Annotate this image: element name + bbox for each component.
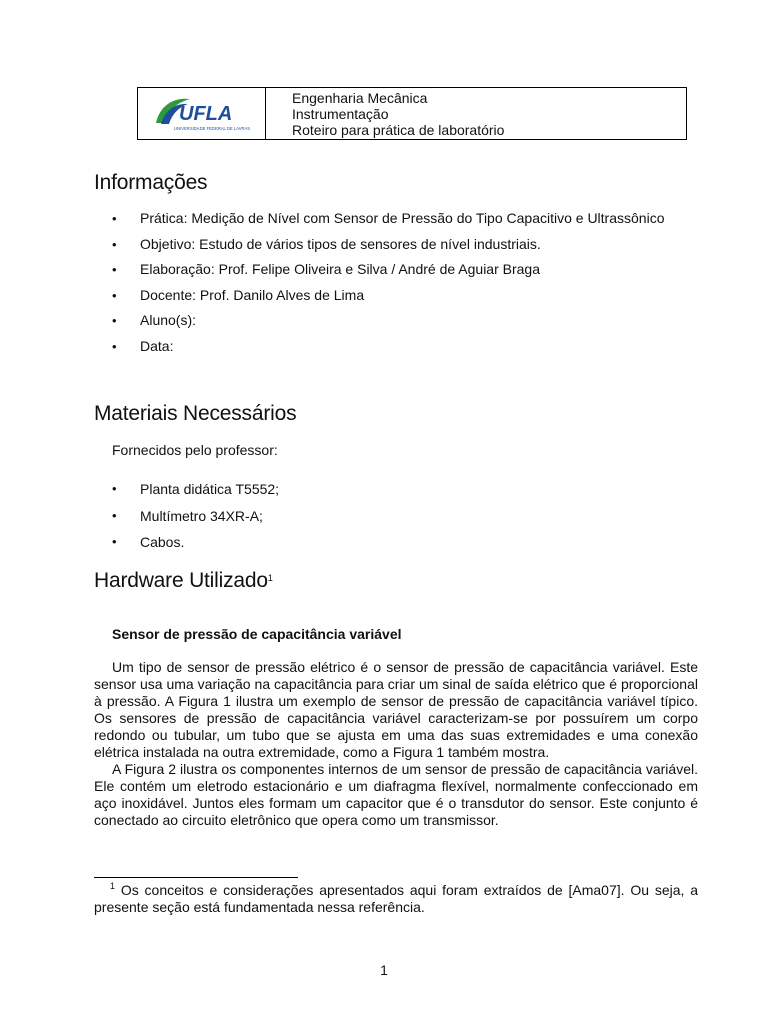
hardware-body	[94, 659, 698, 829]
paragraph: A Figura 2 ilustra os componentes internos de um sensor de pressão de capacitância variável. Ele contém um eletrodo estacionário e um diafragma flexível, normalmente confeccionado em aço inoxidável. Juntos eles formam um capacitor que é o transdutor do sensor. Este conjunto é conectado ao circuito eletrônico que opera como um transmissor.	[94, 761, 698, 828]
materiais-item: • Multímetro 34XR-A;	[112, 503, 698, 530]
materiais-list	[112, 476, 698, 556]
document-header	[137, 87, 687, 140]
info-item: • Elaboração: Prof. Felipe Oliveira e Silva / André de Aguiar Braga	[112, 257, 698, 283]
page-number: 1	[380, 962, 388, 978]
hardware-subtitle: Sensor de pressão de capacitância variável	[112, 626, 402, 642]
info-item: • Docente: Prof. Danilo Alves de Lima	[112, 283, 698, 309]
logo-text: UFLA	[178, 102, 232, 125]
header-text	[266, 88, 686, 139]
info-item: • Aluno(s):	[112, 308, 698, 334]
section-title-informacoes: Informações	[94, 171, 208, 194]
header-doc-type: Roteiro para prática de laboratório	[292, 122, 505, 138]
section-title-hardware	[94, 569, 273, 593]
footnote	[94, 882, 698, 916]
materiais-item: • Planta didática T5552;	[112, 476, 698, 503]
section-title-materiais: Materiais Necessários	[94, 402, 297, 425]
header-subject: Instrumentação	[292, 106, 389, 122]
footnote-rule	[94, 877, 298, 878]
hardware-title-text: Hardware Utilizado	[94, 569, 268, 592]
footnote-mark: 1	[110, 881, 116, 891]
paragraph: Um tipo de sensor de pressão elétrico é o sensor de pressão de capacitância variável. Este sensor usa uma variação na capacitância para criar um sinal de saída elétrico que é proporcional à pressão. A Figura 1 ilustra um exemplo de sensor de pressão de capacitância variável típico. Os sensores de pressão de capacitância variável caracterizam-se por possuírem um corpo redondo ou tubular, um tubo que se ajusta em uma das suas extremidades e uma conexão elétrica instalada na outra extremidade, como a Figura 1 também mostra.	[94, 659, 698, 760]
ufla-logo	[152, 93, 252, 135]
logo-cell	[138, 88, 266, 139]
info-item: • Data:	[112, 334, 698, 360]
footnote-text: Os conceitos e considerações apresentados aqui foram extraídos de [Ama07]. Ou seja, a presente seção está fundamentada nessa referência.	[94, 882, 699, 915]
info-list	[112, 206, 698, 359]
info-item: • Objetivo: Estudo de vários tipos de sensores de nível industriais.	[112, 232, 698, 258]
logo-subtext: UNIVERSIDADE FEDERAL DE LAVRAS	[173, 125, 250, 131]
materiais-item: • Cabos.	[112, 529, 698, 556]
materiais-intro: Fornecidos pelo professor:	[112, 442, 278, 458]
header-course: Engenharia Mecânica	[292, 90, 428, 106]
footnote-ref[interactable]: 1	[267, 573, 273, 583]
info-item: • Prática: Medição de Nível com Sensor de Pressão do Tipo Capacitivo e Ultrassônico	[112, 206, 698, 232]
